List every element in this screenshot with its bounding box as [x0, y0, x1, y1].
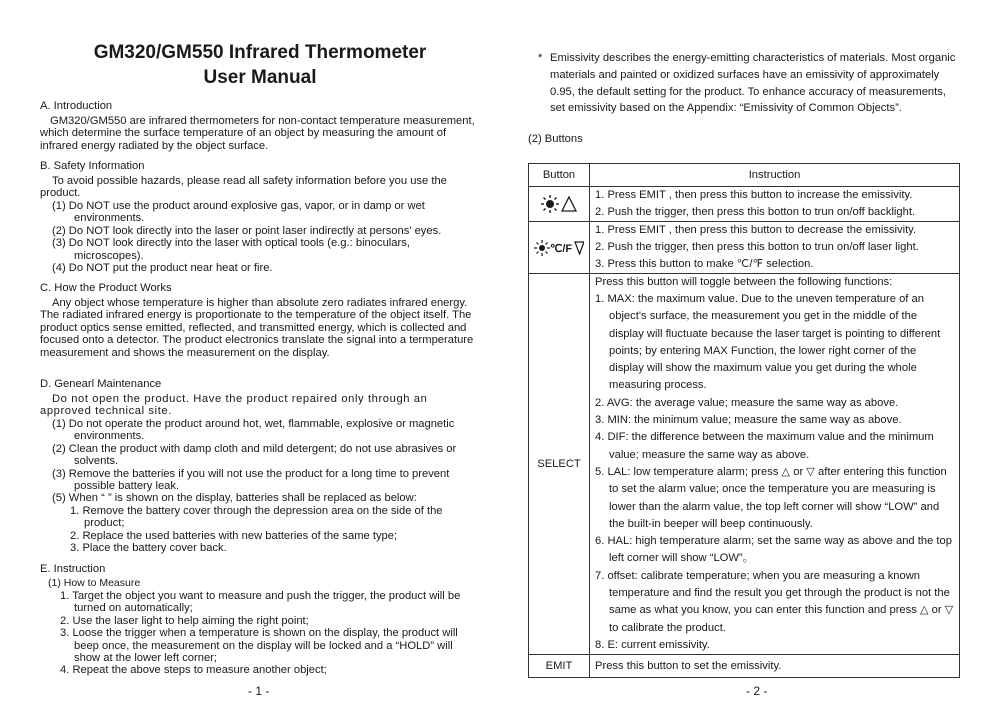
instruction-cell [590, 187, 960, 222]
page-number: - 2 - [746, 684, 768, 698]
battery-step: 2. Replace the used batteries with new batteries of the same type; [70, 529, 398, 542]
instruction-line: 1. Press EMIT , then press this button to increase the emissivity. [595, 189, 913, 201]
section-heading-safety: B. Safety Information [40, 160, 145, 172]
table-row [529, 222, 960, 274]
safety-item: (3) Do NOT look directly into the laser with optical tools (e.g.: binoculars, microscopes). [52, 237, 410, 262]
section-heading-how-it-works: C. How the Product Works [40, 282, 172, 294]
table-header-row [529, 164, 960, 187]
select-function-item: 8. E: current emissivity. [595, 638, 710, 651]
maintenance-item: (5) When “ ” is shown on the display, batteries shall be replaced as below: [52, 492, 417, 505]
maintenance-intro: Do not open the product. Have the product repaired only through an approved technical site. [40, 393, 428, 418]
safety-item: (1) Do NOT use the product around explosive gas, vapor, or in damp or wet environments. [52, 200, 425, 225]
laser-down-unit-icon [534, 237, 584, 259]
instruction-line: 2. Push the trigger, then press this botton to trun on/off laser light. [595, 241, 919, 253]
emissivity-note [528, 50, 958, 117]
select-function-item: 5. LAL: low temperature alarm; press △ or ▽ after entering this function to set the alarm value; once the temperature you are measuring is lower than the alarm value, the top left corner will show “LOW” and the built-in beeper will beep continuously. [595, 465, 947, 530]
select-function-item: 6. HAL: high temperature alarm; set the same way as above and the top left corner will show “LOW”。 [595, 535, 952, 565]
maintenance-item: (3) Remove the batteries if you will not use the product for a long time to prevent possible battery leak. [52, 467, 450, 493]
safety-list [40, 200, 476, 274]
subheading-how-to-measure: (1) How to Measure [48, 577, 141, 589]
backlight-up-icon [539, 193, 579, 215]
select-function-item: 1. MAX: the maximum value. Due to the uneven temperature of an object's surface, the measurement you get in the middle of the display will fluctuate because the laser target is pointing to different points; by entering MAX Function, the lower right corner of the display will show the maximum value you get during the whole measuring process. [595, 293, 941, 392]
buttons-table [528, 163, 960, 678]
page-number: - 1 - [248, 684, 270, 698]
buttons-heading: (2) Buttons [528, 133, 583, 145]
select-function-item: 3. MIN: the minimum value; measure the same way as above. [595, 414, 902, 427]
header-instruction: Instruction [590, 164, 960, 187]
table-row [529, 187, 960, 222]
instruction-step: 4. Repeat the above steps to measure another object; [60, 664, 327, 677]
table-row [529, 274, 960, 655]
section-heading-instruction: E. Instruction [40, 563, 106, 575]
button-cell [529, 187, 590, 222]
safety-item: (2) Do NOT look directly into the laser or point laser indirectly at persons' eyes. [52, 224, 442, 237]
emissivity-note-text: Emissivity describes the energy-emitting characteristics of materials. Most organic materials and painted or oxidized surfaces have an emissivity of approximately 0.95, the default setting for the product. To enhance accuracy of measurements, set emissivity based on the Appendix: “Emissivity of Common Objects”. [550, 52, 956, 115]
select-function-item: 2. AVG: the average value; measure the same way as above. [595, 396, 899, 409]
select-button-label: SELECT [529, 274, 590, 655]
section-heading-maintenance: D. Genearl Maintenance [40, 378, 162, 390]
maintenance-item: (1) Do not operate the product around hot, wet, flammable, explosive or magnetic environments. [52, 418, 455, 443]
instruction-line: 3. Press this button to make ℃/℉ selection. [595, 258, 814, 270]
maintenance-list [40, 418, 476, 554]
instruction-cell [590, 274, 960, 655]
emit-button-label: EMIT [529, 655, 590, 678]
unit-toggle-label: ℃/F [550, 242, 573, 255]
battery-step: 3. Place the battery cover back. [70, 542, 227, 555]
section-heading-introduction: A. Introduction [40, 100, 113, 112]
introduction-text: GM320/GM550 are infrared thermometers for non-contact temperature measurement, which determine the surface temperature of an object by measuring the amount of infrared energy radiated by the object surface. [40, 115, 475, 152]
safety-item: (4) Do NOT put the product near heat or fire. [52, 262, 273, 275]
instruction-step: 3. Loose the trigger when a temperature is shown on the display, the product will beep once, the measurement on the display will be locked and a “HOLD” will show at the lower left corner; [60, 627, 458, 665]
maintenance-item: (2) Clean the product with damp cloth and mild detergent; do not use abrasives or solvents. [52, 442, 457, 468]
select-function-item: 7. offset: calibrate temperature; when you are measuring a known temperature and find the result you get through the product is not the same as what you know, you can enter this function and press △ or ▽ to calibrate the product. [595, 569, 954, 634]
asterisk: * [538, 52, 543, 64]
left-page [40, 0, 480, 707]
instruction-step: 1. Target the object you want to measure and push the trigger, the product will be turned on automatically; [60, 590, 461, 615]
instruction-cell [590, 222, 960, 274]
header-button: Button [529, 164, 590, 187]
document-subtitle: User Manual [203, 67, 317, 88]
instruction-step: 2. Use the laser light to help aiming the right point; [60, 614, 309, 627]
instruction-line: 1. Press EMIT , then press this button to decrease the emissivity. [595, 224, 917, 236]
emit-instruction: Press this button to set the emissivity. [590, 655, 960, 678]
right-page [528, 0, 960, 707]
instruction-steps [40, 590, 476, 677]
document-title: GM320/GM550 Infrared Thermometer [93, 42, 427, 63]
battery-step: 1. Remove the battery cover through the depression area on the side of the product; [70, 504, 443, 530]
instruction-line: 2. Push the trigger, then press this botton to trun on/off backlight. [595, 206, 916, 218]
how-it-works-text: Any object whose temperature is higher than absolute zero radiates infrared energy. The radiated infrared energy is proportionate to the temperature of the object itself. The product optics sense emitted, reflected, and transmitted energy, which is collected and focused onto a detector. The product electronics translate the signal into a termperature measurement and shows the measurement on the display. [40, 297, 474, 359]
button-cell [529, 222, 590, 274]
safety-intro: To avoid possible hazards, please read all safety information before you use the product. [40, 175, 447, 200]
select-intro: Press this button will toggle between the following functions: [595, 276, 893, 288]
select-function-item: 4. DIF: the difference between the maximum value and the minimum value; measure the same way as above. [595, 431, 934, 461]
table-row [529, 655, 960, 678]
